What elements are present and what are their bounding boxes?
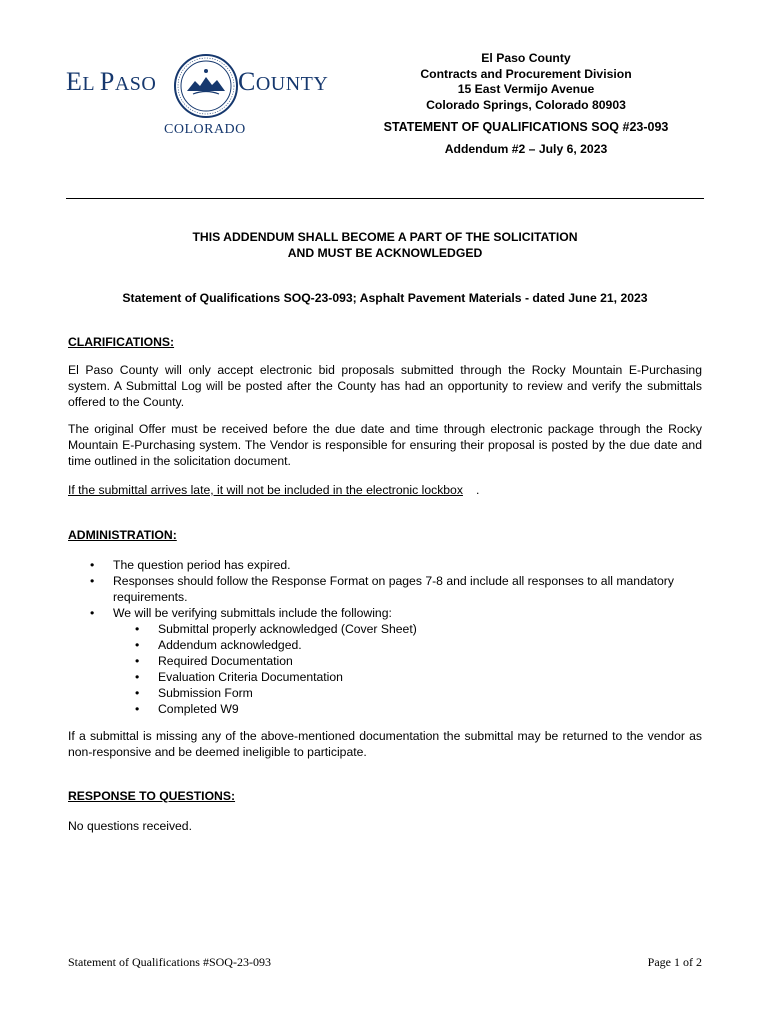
notice-line-2: AND MUST BE ACKNOWLEDGED bbox=[287, 246, 483, 260]
clarifications-paragraph-1: El Paso County will only accept electronic bid proposals submitted through the Rocky Mountain E-Purchasing system. A Submittal Log will be posted after the County has had an opportunity to review and verify the submittals offered to the County. bbox=[68, 363, 702, 409]
logo-wordmark-el-paso: EL PASO bbox=[66, 67, 157, 96]
county-logo bbox=[66, 52, 342, 142]
list-item: • Submittal properly acknowledged (Cover Sheet) bbox=[113, 621, 702, 637]
issuer-city: Colorado Springs, Colorado 80903 bbox=[426, 97, 626, 112]
issuer-address bbox=[370, 51, 682, 113]
late-submittal-note: If the submittal arrives late, it will not be included in the electronic lockbox bbox=[68, 483, 463, 497]
issuer-street: 15 East Vermijo Avenue bbox=[457, 82, 595, 96]
list-item: • The question period has expired. bbox=[68, 557, 702, 573]
list-item: • Evaluation Criteria Documentation bbox=[113, 669, 702, 685]
administration-list bbox=[68, 557, 702, 717]
county-seal-icon bbox=[173, 53, 239, 119]
list-item: • Completed W9 bbox=[113, 701, 702, 717]
logo-wordmark-county: COUNTY bbox=[238, 67, 329, 96]
list-item: • Addendum acknowledged. bbox=[113, 637, 702, 653]
questions-text: No questions received. bbox=[68, 819, 192, 833]
notice-line-1: THIS ADDENDUM SHALL BECOME A PART OF THE SOLICITATION bbox=[192, 230, 578, 244]
list-item: • Responses should follow the Response Format on pages 7-8 and include all responses to all mandatory requirements. bbox=[68, 573, 702, 605]
list-item: • Required Documentation bbox=[113, 653, 702, 669]
addendum-date: Addendum #2 – July 6, 2023 bbox=[444, 142, 608, 156]
header-divider bbox=[66, 198, 704, 199]
questions-heading: RESPONSE TO QUESTIONS: bbox=[68, 789, 236, 803]
list-item: • Submission Form bbox=[113, 685, 702, 701]
late-submittal-period: . bbox=[476, 483, 480, 497]
issuer-division: Contracts and Procurement Division bbox=[420, 66, 632, 81]
footer-page-number: Page 1 of 2 bbox=[647, 955, 702, 969]
logo-state-label: COLORADO bbox=[164, 122, 246, 137]
administration-heading: ADMINISTRATION: bbox=[68, 528, 177, 542]
footer-document-title: Statement of Qualifications #SOQ-23-093 bbox=[68, 955, 271, 969]
solicitation-subject: Statement of Qualifications SOQ-23-093; Asphalt Pavement Materials - dated June 21, 2023 bbox=[122, 291, 648, 305]
issuer-name: El Paso County bbox=[481, 51, 571, 65]
clarifications-paragraph-2: The original Offer must be received before the due date and time through electronic package through the Rocky Mountain E-Purchasing system. The Vendor is responsible for ensuring their proposal is posted by the due date and time outlined in the solicitation document. bbox=[68, 422, 702, 468]
list-item bbox=[68, 605, 702, 717]
list-item-text: We will be verifying submittals include the following: bbox=[113, 606, 392, 620]
soq-title: STATEMENT OF QUALIFICATIONS SOQ #23-093 bbox=[383, 120, 669, 134]
clarifications-heading: CLARIFICATIONS: bbox=[68, 335, 175, 349]
required-documents-list bbox=[113, 621, 702, 717]
administration-closing: If a submittal is missing any of the above-mentioned documentation the submittal may be returned to the vendor as non-responsive and be deemed ineligible to participate. bbox=[68, 729, 702, 759]
